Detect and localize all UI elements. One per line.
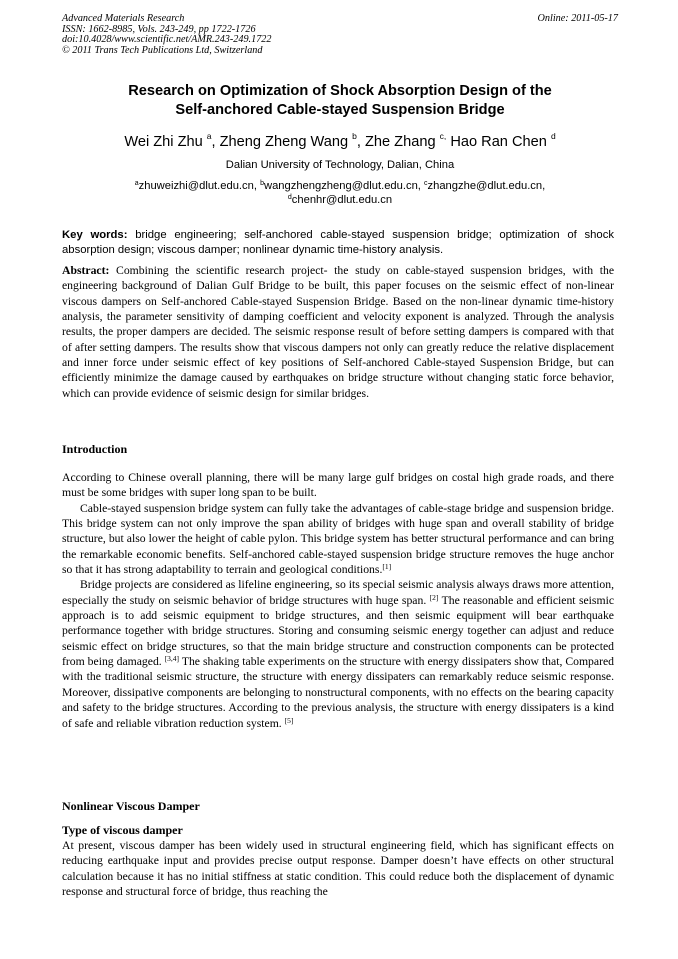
section-heading-introduction: Introduction xyxy=(62,442,128,456)
email-address: zhangzhe@dlut.edu.cn, xyxy=(427,180,546,192)
abstract-text: Combining the scientific research project- the study on cable-stayed suspension bridges, with the engineering background of Dalian Gulf Bridge to be built, this paper focuses on the seismic effect of non-linear viscous dampers on Self-anchored Cable-stayed Suspension Bridge. Based on the non-linear dynamic time-history analysis, the parameter sensitivity of damping coefficient and velocity exponent is analyzed. Through the analysis results, the proper dampers are decided. The seismic response result of before setting dampers is compared with that of after setting dampers. The results show that viscous dampers not only can greatly reduce the relative displacement and inner force under seismic effect of key positions of Self-anchored Cable-stayed Suspension Bridge, but can efficiently minimize the damage caused by earthquakes on bridge structure without changing static force behavior, which can provide evidence of seismic design for similar bridges. xyxy=(62,264,615,400)
citation: [2] xyxy=(429,592,439,602)
email-marker: a xyxy=(134,180,139,187)
email-address: chenhr@dlut.edu.cn xyxy=(291,194,393,206)
email-address: wangzhengzheng@dlut.edu.cn, xyxy=(263,180,421,192)
affiliation: Dalian University of Technology, Dalian, China xyxy=(225,159,455,171)
keywords-text: bridge engineering; self-anchored cable-stayed suspension bridge; optimization of shock absorption design; viscous damper; nonlinear dynamic time-history analysis. xyxy=(62,229,614,256)
journal-name: Advanced Materials Research xyxy=(62,13,185,24)
keywords-label: Key words: xyxy=(62,229,128,241)
author-name: Zhe Zhang xyxy=(364,134,436,150)
paragraph-text: Bridge projects are considered as lifeline engineering, so its special seismic analysis always draws more attention, especially the study on seismic behavior of bridge structures with huge span. xyxy=(62,578,614,607)
online-date: Online: 2011-05-17 xyxy=(537,13,618,24)
damper-body xyxy=(62,838,614,899)
abstract xyxy=(62,263,614,401)
journal-copyright: © 2011 Trans Tech Publications Ltd, Switzerland xyxy=(62,44,263,56)
keywords xyxy=(62,228,614,257)
section-heading-damper: Nonlinear Viscous Damper xyxy=(62,799,200,813)
author-marker: a xyxy=(206,131,212,141)
citation: [3,4] xyxy=(164,654,180,664)
paragraph-text: The shaking table experiments on the structure with energy dissipaters show that, Compared with the traditional seismic structure, the structure with energy dissipaters can remarkably reduce seismic response. Moreover, dissipative components are belonging to nonstructural components, with no effects on the bearing capacity and safety to the bridge structures. According to the previous analysis, the structure with energy dissipaters is a kind of safe and reliable vibration reduction system. xyxy=(62,655,615,730)
author-name: Hao Ran Chen xyxy=(450,134,547,150)
email-marker: d xyxy=(287,194,292,201)
paragraph: According to Chinese overall planning, there will be many large gulf bridges on costal high grade roads, and there must be some bridges with super long span to be built. xyxy=(62,471,614,500)
subsection-heading-type: Type of viscous damper xyxy=(62,823,183,837)
title-line-2: Self-anchored Cable-stayed Suspension Bridge xyxy=(175,102,505,118)
author-name: Zheng Zheng Wang xyxy=(219,134,349,150)
author-marker: c, xyxy=(439,131,447,141)
author-emails xyxy=(62,179,618,207)
author-marker: d xyxy=(550,131,556,141)
paragraph xyxy=(62,577,614,730)
email-address: zhuweizhi@dlut.edu.cn, xyxy=(138,180,257,192)
title-line-1: Research on Optimization of Shock Absorption Design of the xyxy=(128,83,552,99)
abstract-label: Abstract: xyxy=(62,264,110,277)
paragraph: At present, viscous damper has been widely used in structural engineering field, which has significant effects on reducing earthquake input and provides precise output response. Damper doesn’t have effects on other structural calculation because it has no initial stiffness at static condition. This could reduce both the displacement of dynamic response and structural force of bridge, thus reaching the xyxy=(62,839,614,899)
paragraph-text: Cable-stayed suspension bridge system can fully take the advantages of cable-stage bridge and suspension bridge. This bridge system can not only improve the span ability of bridges with huge span and overall stability of bridge structure, but also lower the height of cable pylon. This bridge system has better structural performance and can bring the remarkable economic benefits. Self-anchored cable-stayed suspension bridge structure removes the huge anchor so that it has strong adaptability to terrain and geological conditions. xyxy=(62,501,614,577)
citation: [1] xyxy=(382,562,392,572)
journal-doi: doi:10.4028/www.scientific.net/AMR.243-249.1722 xyxy=(62,34,272,46)
journal-issn: ISSN: 1662-8985, Vols. 243-249, pp 1722-1726 xyxy=(62,23,256,35)
citation: [5] xyxy=(284,715,294,725)
author-marker: b xyxy=(352,131,357,141)
author-name: Wei Zhi Zhu xyxy=(124,134,203,150)
paragraph-text: The reasonable and efficient seismic approach is to add seismic equipment to bridge structures, and then seismic equipment will bear earthquake performance together with bridge structures. Storing and consuming seismic energy together can adjust and reduce seismic effect on bridge structures, so that the main bridge structure and construction components can be protected from being damaged. xyxy=(62,593,615,669)
paper-title xyxy=(62,82,618,120)
introduction-body xyxy=(62,470,614,731)
journal-header xyxy=(62,14,618,56)
email-marker: b xyxy=(260,180,264,187)
author-list: Wei Zhi Zhu $^a$, Zheng Zheng Wang $^b$, Zhe Zhang $^{c,}$ Hao Ran Chen $^d$ xyxy=(124,131,556,150)
email-marker: c xyxy=(424,180,428,187)
paragraph xyxy=(62,501,614,578)
